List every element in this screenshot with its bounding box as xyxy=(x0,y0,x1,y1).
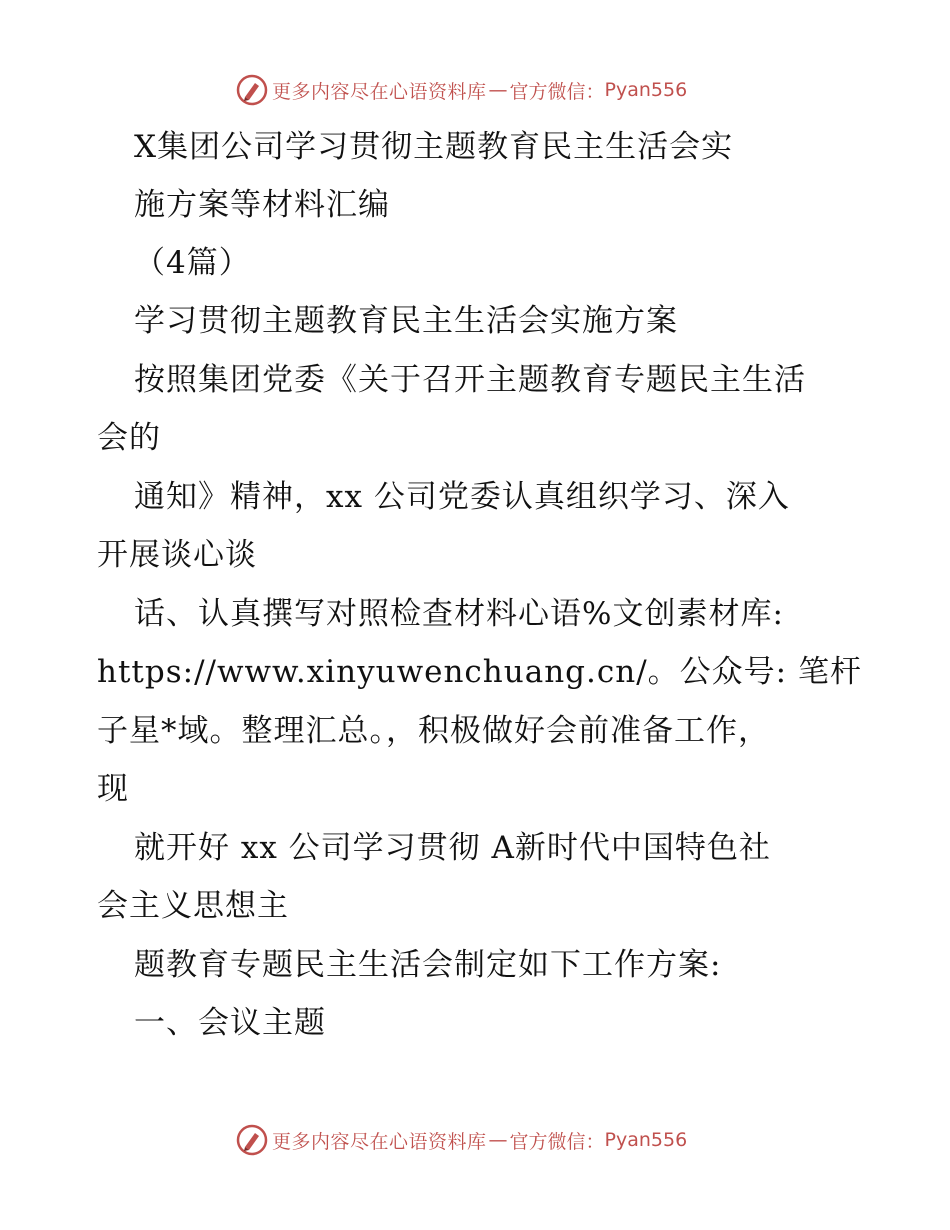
paragraph-line: 就开好 xx 公司学习贯彻 A新时代中国特色社 xyxy=(134,830,771,866)
pen-logo-icon xyxy=(236,1124,268,1156)
banner-account: Pyan556 xyxy=(604,79,688,101)
paragraph-line: 题教育专题民主生活会制定如下工作方案: xyxy=(134,947,722,983)
paragraph-line: 子星*域。整理汇总。，积极做好会前准备工作， xyxy=(97,713,770,749)
document-title-count: （4篇） xyxy=(134,245,251,281)
banner-separator: — xyxy=(488,1129,508,1151)
section-heading: 学习贯彻主题教育民主生活会实施方案 xyxy=(134,303,678,339)
document-title-line-1: X集团公司学习贯彻主题教育民主生活会实 xyxy=(134,129,734,165)
paragraph-line: 通知》精神，xx 公司党委认真组织学习、深入 xyxy=(134,479,790,515)
document-title-line-2: 施方案等材料汇编 xyxy=(134,187,390,223)
paragraph-line: https://www.xinyuwenchuang.cn/。公众号: 笔杆 xyxy=(97,654,862,690)
paragraph-line: 会主义思想主 xyxy=(97,888,289,924)
banner-separator: — xyxy=(488,79,508,101)
banner-account: Pyan556 xyxy=(604,1129,688,1151)
paragraph-line: 开展谈心谈 xyxy=(97,537,257,573)
banner-wechat-label: 官方微信： xyxy=(509,80,605,103)
footer-banner xyxy=(236,1123,687,1157)
banner-wechat-label: 官方微信： xyxy=(509,1130,605,1153)
paragraph-line: 会的 xyxy=(97,420,161,456)
paragraph-line: 现 xyxy=(97,771,129,807)
section-heading-1: 一、会议主题 xyxy=(134,1005,326,1041)
paragraph-line: 话、认真撰写对照检查材料心语%文创素材库: xyxy=(134,596,784,632)
banner-brand-text: 更多内容尽在心语资料库 xyxy=(272,1130,487,1153)
banner-brand-text: 更多内容尽在心语资料库 xyxy=(272,80,487,103)
paragraph-line: 按照集团党委《关于召开主题教育专题民主生活 xyxy=(134,362,806,398)
